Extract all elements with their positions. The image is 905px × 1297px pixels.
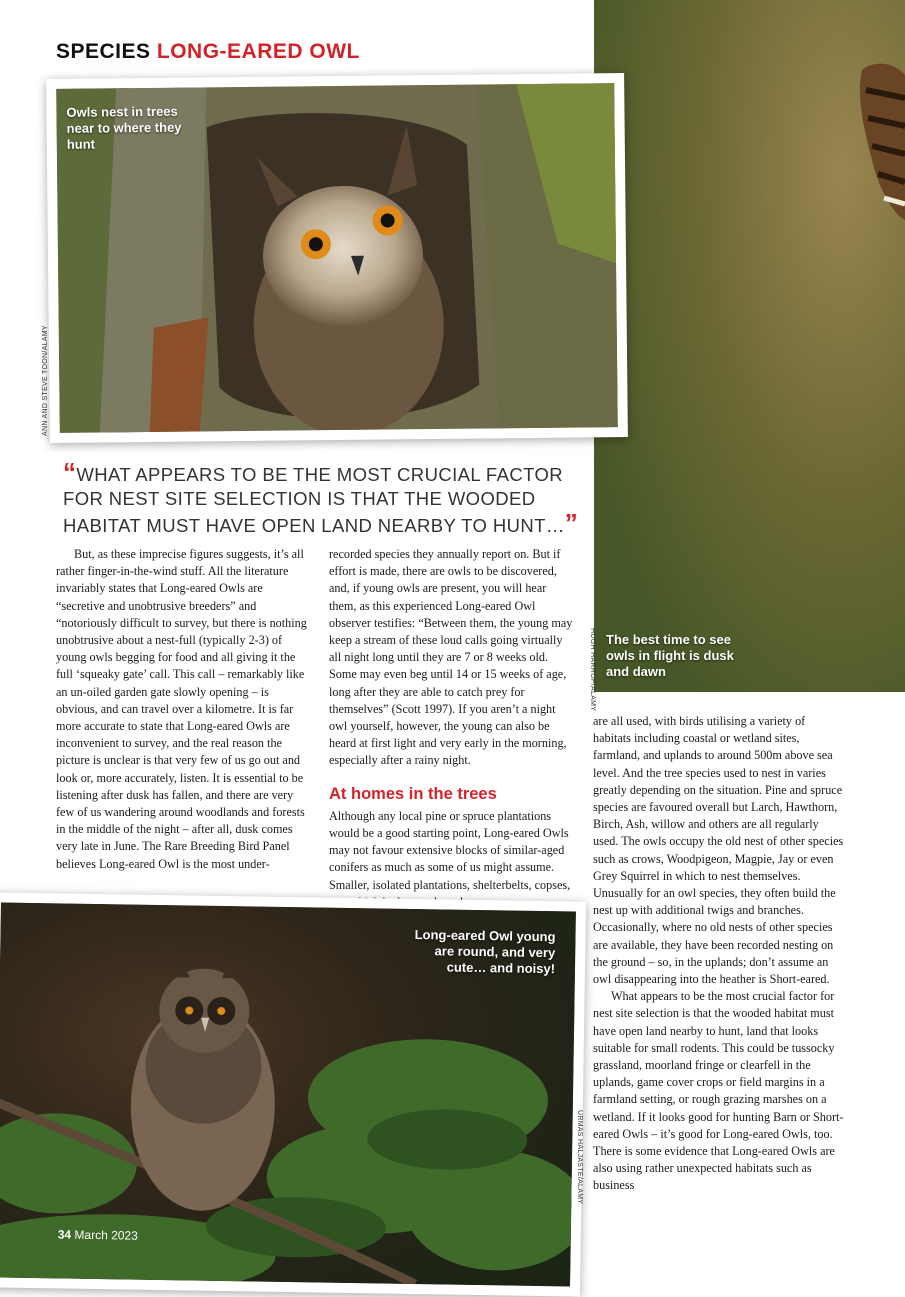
nest-photo-caption: Owls nest in trees near to where they hunt <box>66 103 182 152</box>
owlet-photo-caption: Long-eared Owl young are round, and very cute… and noisy! <box>414 927 556 977</box>
subheading: At homes in the trees <box>329 784 497 803</box>
nest-photo-credit: ANN AND STEVE TOON/ALAMY <box>42 325 49 436</box>
section-kicker: SPECIES <box>56 40 151 63</box>
paragraph: But, as these imprecise figures suggests, it’s all rather finger-in-the-wind stuff. All the literature invariably states that Long-eared Owls are “secretive and unobtrusive breeders” and “notoriously difficult to survey, but there is nothing unobtrusive about a nest-full (typically 2-3) of young owls begging for food and all giving it the full ‘squeaky gate’ call. This call – remarkably like an un-oiled garden gate slowly opening – is obvious, and can travel over a kilometre. It is far more accurate to state that Long-eared Owls are inconvenient to survey, and the real reason the picture is unclear is that very few of us go out and look or, more accurately, listen. It is essential to be listening after dusk has fallen, and there are very few of us wandering around woodlands and forests in the middle of the night – after all, dusk comes very late in June. The Rare Breeding Bird Panel believes Long-eared Owl is the most under- <box>56 547 307 871</box>
owlet-photo-credit: URMAS HALJASTE/ALAMY <box>576 1110 583 1205</box>
section-header <box>56 40 360 64</box>
flight-photo-credit: HUGH HARROP/ALAMY <box>589 628 596 712</box>
owlet-photo <box>0 903 576 1287</box>
pull-quote <box>63 457 583 538</box>
pull-quote-text: WHAT APPEARS TO BE THE MOST CRUCIAL FACTOR FOR NEST SITE SELECTION IS THAT THE WOODED HABITAT MUST HAVE OPEN LAND NEARBY TO HUNT… <box>63 464 565 536</box>
body-column-2 <box>329 546 575 911</box>
flight-photo-caption: The best time to see owls in flight is dusk and dawn <box>606 632 734 679</box>
paragraph: recorded species they annually report on. But if effort is made, there are owls to be discovered, and, if young owls are present, you will hear them, as this experienced Long-eared Owl observer testifies: “Between them, the young may keep a stream of these loud calls going virtually all night long until they are 7 or 8 weeks old. Some may even beg until 14 or 15 weeks of age, long after they are able to catch prey for themselves” (Scott 1997). If you aren’t a night owl yourself, however, the young can also be heard at first light and very early in the morning, especially after a rainy night. <box>329 547 573 768</box>
page-folio <box>58 1227 138 1242</box>
issue-date: March 2023 <box>74 1227 138 1243</box>
open-quote-mark: “ <box>63 457 77 487</box>
page-number: 34 <box>57 1227 72 1242</box>
close-quote-mark: ” <box>564 508 579 538</box>
paragraph: Although any local pine or spruce plantations would be a good starting point, Long-eared Owls may not favour extensive blocks of similar-aged conifers as much as some of us might assume. Smaller, isolated plantations, shelterbelts, copses, <box>329 808 571 892</box>
paragraph: are all used, with birds utilising a variety of habitats including coastal or wetland sites, farmland, and uplands to around 500m above sea level. And the tree species used to nest in varies greatly depending on the situation. Pine and spruce species are favoured overall but Larch, Hawthorn, Birch, Ash, willow and others are all regularly used. The owls occupy the old nest of other species such as crows, Woodpigeon, Magpie, Jay or even Grey Squirrel in which to nest themselves. Unusually for an owl species, they often build the nest up with additional twigs and branches. Occasionally, where no old nests of other species are available, they have been recorded nesting on the ground – so, in the uplands; don’t assume an owl disappearing into the heather is Short-eared. <box>593 714 844 987</box>
flight-photo-art <box>594 0 905 692</box>
owlet-photo-card <box>0 892 586 1296</box>
body-column-1 <box>56 546 312 873</box>
nest-photo-card <box>46 73 628 443</box>
paragraph: What appears to be the most crucial factor for nest site selection is that the wooded habitat must have open land nearby to hunt, land that looks suitable for small rodents. This could be tussocky grassland, moorland fringe or clearfell in the uplands, game cover crops or field margins in a farmland setting, or rough grazing marshes on a wetland. If it looks good for hunting Barn or Short-eared Owls – it’s good for Long-eared Owls, too. There is some evidence that Long-eared Owls are also using rather unexpected habitats such as business <box>593 989 844 1193</box>
flight-photo <box>594 0 905 692</box>
section-title: LONG-EARED OWL <box>156 40 360 63</box>
body-column-3 <box>593 713 845 1195</box>
nest-photo <box>56 83 618 433</box>
